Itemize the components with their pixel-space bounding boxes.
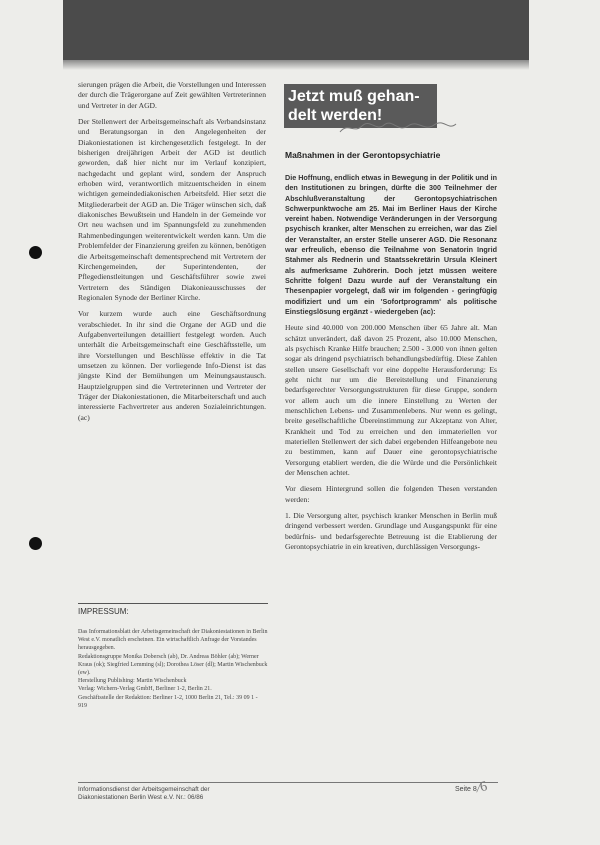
impressum-title: IMPRESSUM:: [78, 603, 268, 616]
headline: Jetzt muß gehan- delt werden!: [284, 84, 437, 128]
footer-line-1: Informationsdienst der Arbeitsgemeinschaft der: [78, 786, 210, 793]
impressum-line: Verlag: Wichern-Verlag GmbH, Berliner 1-2, Berlin 21.: [78, 686, 212, 693]
footer-line-2: Diakoniestationen Berlin West e.V. Nr.: 06/86: [78, 794, 204, 801]
left-paragraph-1: sierungen prägen die Arbeit, die Vorstellungen und Interessen der durch die Trägerorgane auf Zeit gewählten Vertreterinnen und Vertreter in der AGD.: [78, 80, 266, 110]
handwritten-mark: ⁄6: [476, 779, 489, 796]
impressum-line: Das Informationsblatt der Arbeitsgemeinschaft der Diakoniestationen in Berlin West e.V. monatlich erscheinen. Ein wirtschaftlich Anfrage der Vorstandes herausgegeben.: [78, 629, 268, 652]
punch-hole-top: [29, 246, 42, 259]
handwritten-note: [338, 120, 458, 136]
impressum-line: Redaktionsgruppe Monika Dobersch (ab), Dr. Andreas Böhler (ab); Werner Kraus (ok); Siegfried Lemming (sl); Dorothea Löser (dl); Martin Wischenbuck (ew).: [78, 653, 268, 677]
left-paragraph-3: Vor kurzem wurde auch eine Geschäftsordnung verabschiedet. In ihr sind die Organe der AGD und die Aufgabenverteilungen detailliert festgelegt worden. Auch unterhält die Arbeitsgemeinschaft eine Geschäftsstelle, um ihre Vorstellungen und Beschlüsse effektiv in die Tat umsetzen zu können. Der vorliegende Info-Dienst ist das jüngste Kind der Bemühungen um Meinungsaustausch. Hauptzielgruppen sind die Vertreterinnen und Vertreter der Träger der Diakoniestationen, die Mitarbeiterschaft und auch interessierte Fachvertreter aus anderen Sozialeinrichtungen. (ac): [78, 309, 266, 422]
impressum-line: Herstellung Publishing: Martin Wischenbuck: [78, 678, 187, 685]
left-paragraph-2: Der Stellenwert der Arbeitsgemeinschaft als Verbandsinstanz und Beratungsorgan in den Angelegenheiten der Diakoniestationen ist kirchengesetzlich festgelegt. In der bisherigen dreijährigen Arbeit der AGD ist deutlich geworden, daß hier nicht nur im Verlauf konzipiert, nachgedacht und geplant wird, sondern der Anspruch erhoben wird, verantwortlich mitzuentscheiden in einem wichtigen gemeindediakonischen Arbeitsfeld. Hier setzt die Mitgliederarbeit der AGD an. Die Träger wünschen sich, daß diakonisches Bewußtsein und Handeln in der Gemeinde vor Ort neu wachsen und im Spannungsfeld zu zunehmenden Rahmenbedingungen weiterentwickelt werden kann. Um die Problemfelder der Finanzierung greifen zu können, benötigen die Arbeitsgemeinschaft dementsprechend mit Vertretern der Kirchengemeinden, der Superintendenten, der Pflegedienstleitungen und Geschäftsführer sowie zwei Vertretern des Ständigen Diakonieausschusses der Regionalen Synode der Berliner Kirche.: [78, 117, 266, 302]
page-number: Seite 8: [455, 786, 477, 793]
intro-bold-paragraph: Die Hoffnung, endlich etwas in Bewegung in der Politik und in den Institutionen zu bringen, dürfte die 300 Teilnehmer der Abschlußveranstaltung der Gerontopsychiatrischen Schwerpunktwoche am 25. Mai im Berliner Haus der Kirche vereint haben. Notwendige Veränderungen in der Versorgung psychisch kranker, alter Menschen zu erreichen, war das Ziel der Veranstalter, an erster Stelle unserer AGD. Die Resonanz war erfreulich, ebenso die Teilnahme von Senatorin Ingrid Stahmer als Rednerin und Staatssekretärin Ursula Kleinert als aufmerksame Zuhörerin. Doch jetzt müssen weitere Schritte folgen! Dazu wurde auf der Veranstaltung ein Thesenpapier vorgelegt, daß wir im folgenden - geringfügig modifiziert und um ein 'Sofortprogramm' als politische Einstiegslösung ergänzt - wiedergeben (ac):: [285, 173, 497, 316]
footer-rule: [78, 782, 498, 783]
right-paragraph-2: Vor diesem Hintergrund sollen die folgenden Thesen verstanden werden:: [285, 484, 497, 504]
subheading: Maßnahmen in der Gerontopsychiatrie: [285, 150, 441, 160]
impressum-block: [78, 628, 268, 710]
right-column: [285, 173, 497, 558]
punch-hole-bottom: [29, 537, 42, 550]
left-column: [78, 80, 266, 429]
footer: [78, 786, 298, 802]
right-paragraph-3: 1. Die Versorgung alter, psychisch kranker Menschen in Berlin muß dringend verbessert werden. Grundlage und Ausgangspunkt für eine bedürfnis- und bedarfsgerechte Betreuung ist die Etablierung der Gerontopsychiatrie in ein kreativen, durchlässigen Versorgungs-: [285, 511, 497, 552]
header-shadow: [63, 60, 529, 70]
header-dark-band: [63, 0, 529, 60]
impressum-line: Geschäftsstelle der Redaktion: Berliner 1-2, 1000 Berlin 21, Tel.: 39 09 1 - 919: [78, 694, 258, 709]
right-paragraph-1: Heute sind 40.000 von 200.000 Menschen über 65 Jahre alt. Man schätzt unverändert, daß davon 25 Prozent, also 10.000 Menschen, als psychisch Kranke Hilfe brauchen; 2.500 - 3.000 von ihnen gelten sogar als dringend psychiatrisch behandlungsbedürftig. Diese Zahlen stellen unsere Gesellschaft vor eine doppelte Herausforderung: Es geht nicht nur um die Bereitstellung und Finanzierung bedarfsgerechter Versorgungsstrukturen für diese Gruppe, sondern vor allem auch um die innere Einstellung zu Werten der menschlichen Lebens- und Zusammenlebens. Nur wenn es gelingt, breite gesellschaftliche Übereinstimmung zur Akzeptanz von Alter, Krankheit und Tod zu erreichen und den immateriellen vor materiellen Stellenwert der sich dabei ergebenden Hilfeangebote neu zu bestimmen, kann auf Dauer eine gerontopsychiatrische Versorgung etabliert werden, die die Würde und die Persönlichkeit der Menschen achtet.: [285, 323, 497, 477]
